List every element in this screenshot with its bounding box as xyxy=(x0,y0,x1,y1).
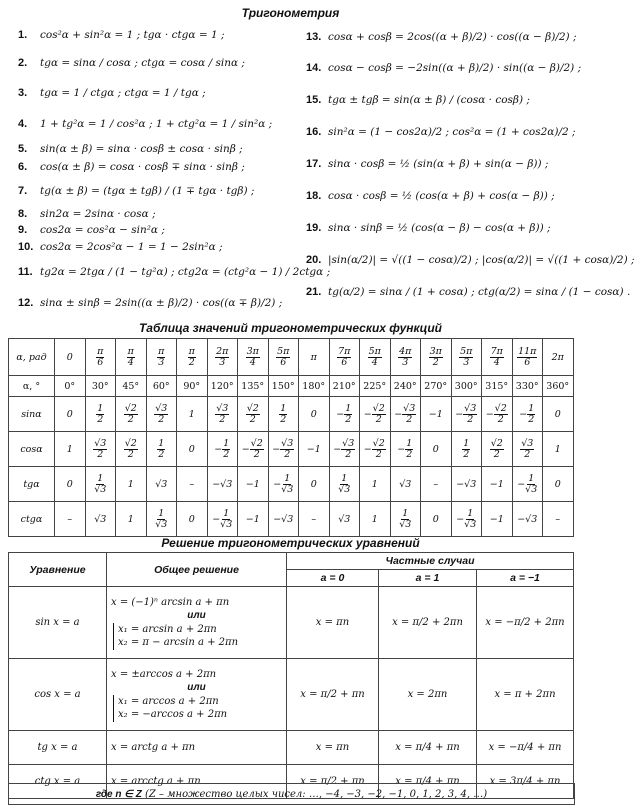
table-cell: −1 xyxy=(238,467,269,502)
formula-number: 18. xyxy=(306,189,322,202)
table-cell: 0 xyxy=(55,397,86,432)
table-cell: − $\frac{1}{√3}$ xyxy=(451,502,482,537)
table-cell: π xyxy=(299,339,330,376)
col-header-general: Общее решение xyxy=(107,553,287,587)
general-solution-cell: x = arctg a + πn xyxy=(107,731,287,765)
formula-text: sin²α = (1 − cos2α)/2 ; cos²α = (1 + cos2α)/2 ; xyxy=(328,125,576,138)
formula-number: 14. xyxy=(306,61,322,74)
formula-text: sin2α = 2sinα · cosα ; xyxy=(40,207,156,220)
case-a1-cell: x = π/4 + πn xyxy=(379,731,477,765)
or-label: или xyxy=(187,682,206,693)
formula-row xyxy=(306,244,635,277)
table-cell: 225° xyxy=(360,376,391,397)
table-cell: 45° xyxy=(116,376,147,397)
col-header-equation: Уравнение xyxy=(9,553,107,587)
table-cell: √3 xyxy=(146,467,177,502)
page-title: Тригонометрия xyxy=(241,6,340,20)
formula-text: tgα ± tgβ = sin(α ± β) / (cosα · cosβ) ; xyxy=(328,93,530,106)
formula-text: cos2α = cos²α − sin²α ; xyxy=(40,223,165,236)
formula-number: 17. xyxy=(306,157,322,170)
table-cell: $\frac{11\pi}{6}$ xyxy=(512,339,543,376)
formula-number: 10. xyxy=(18,240,34,253)
footer-text: (Z – множество целых чисел: …, −4, −3, −2, −1, 0, 1, 2, 3, 4, …) xyxy=(145,788,488,800)
table-cell: $\frac{1}{2}$ xyxy=(451,432,482,467)
formulas-left-column xyxy=(18,22,330,318)
table-cell: 1 xyxy=(55,432,86,467)
formula-text: cosα + cosβ = 2cos((α + β)/2) · cos((α − β)/2) ; xyxy=(328,30,577,43)
table-cell: $\frac{1}{√3}$ xyxy=(329,467,360,502)
table-cell: − $\frac{1}{2}$ xyxy=(390,432,421,467)
table-cell: 0 xyxy=(543,467,574,502)
table-cell: – xyxy=(421,467,452,502)
table-cell: 0 xyxy=(299,467,330,502)
table-cell: – xyxy=(177,467,208,502)
table-cell: 0 xyxy=(55,339,86,376)
table-cell: √3 xyxy=(85,502,116,537)
table-cell: $\frac{√3}{2}$ xyxy=(207,397,238,432)
row-label: cosα xyxy=(9,432,55,467)
general-solution-cell xyxy=(107,659,287,731)
formula-number: 15. xyxy=(306,93,322,106)
solution-system xyxy=(113,695,282,722)
formula-text: tg2α = 2tgα / (1 − tg²α) ; ctg2α = (ctg²α − 1) / 2ctgα ; xyxy=(40,265,331,278)
table-cell: − $\frac{√3}{2}$ xyxy=(329,432,360,467)
table-cell: 120° xyxy=(207,376,238,397)
table-cell: 2π xyxy=(543,339,574,376)
table-cell: −1 xyxy=(482,502,513,537)
table-cell: 0 xyxy=(55,467,86,502)
table-cell: − $\frac{1}{√3}$ xyxy=(268,467,299,502)
table-cell: 360° xyxy=(543,376,574,397)
table-cell: $\frac{\pi}{6}$ xyxy=(85,339,116,376)
table-cell: $\frac{√2}{2}$ xyxy=(116,432,147,467)
equation-cell: ctg x = a xyxy=(9,765,107,799)
equation-cell: sin x = a xyxy=(9,587,107,659)
formula-text: tgα = sinα / cosα ; ctgα = cosα / sinα ; xyxy=(40,56,245,69)
table-cell: $\frac{5\pi}{4}$ xyxy=(360,339,391,376)
formula-row xyxy=(18,288,330,318)
table-cell: 0 xyxy=(177,502,208,537)
case-a1-cell: x = π/2 + 2πn xyxy=(379,587,477,659)
table-cell: 0 xyxy=(421,432,452,467)
formula-row xyxy=(18,238,330,256)
formula-number: 8. xyxy=(18,207,28,220)
formula-row xyxy=(18,222,330,238)
table-cell: − $\frac{√2}{2}$ xyxy=(482,397,513,432)
table-cell: 180° xyxy=(299,376,330,397)
table-cell: √3 xyxy=(390,467,421,502)
formula-text: sin(α ± β) = sinα · cosβ ± cosα · sinβ ; xyxy=(40,143,243,156)
col-header-special: Частные случаи xyxy=(287,553,574,570)
table-cell: −√3 xyxy=(268,502,299,537)
table-cell: − $\frac{√2}{2}$ xyxy=(238,432,269,467)
table-cell: − $\frac{1}{√3}$ xyxy=(207,502,238,537)
formula-row xyxy=(306,116,635,148)
case-a1-cell: x = π/4 + πn xyxy=(379,765,477,799)
formula-text: tg(α/2) = sinα / (1 + cosα) ; ctg(α/2) = sinα / (1 − cosα) . xyxy=(328,286,631,299)
table-cell: 1 xyxy=(116,467,147,502)
formula-text: cos(α ± β) = cosα · cosβ ∓ sinα · sinβ ; xyxy=(40,160,245,173)
formula-number: 1. xyxy=(18,28,28,41)
row-label: tgα xyxy=(9,467,55,502)
sub-header-a1: a = 1 xyxy=(379,570,477,587)
table-cell: $\frac{5\pi}{3}$ xyxy=(451,339,482,376)
table-cell: − $\frac{1}{√3}$ xyxy=(512,467,543,502)
formula-text: sinα · cosβ = ½ (sin(α + β) + sin(α − β)) ; xyxy=(328,157,549,170)
table-cell: $\frac{1}{√3}$ xyxy=(146,502,177,537)
formula-number: 9. xyxy=(18,223,28,236)
formula-row xyxy=(18,22,330,48)
formula-text: cos²α + sin²α = 1 ; tgα · ctgα = 1 ; xyxy=(40,28,225,41)
table-cell: $\frac{4\pi}{3}$ xyxy=(390,339,421,376)
formula-text: |sin(α/2)| = √((1 − cosα)/2) ; |cos(α/2)| = √((1 + cosα)/2) ; xyxy=(328,254,635,267)
formula-number: 12. xyxy=(18,296,34,309)
table-cell: $\frac{3\pi}{4}$ xyxy=(238,339,269,376)
formula-text: tg(α ± β) = (tgα ± tgβ) / (1 ∓ tgα · tgβ) ; xyxy=(40,184,255,197)
table-cell: 1 xyxy=(360,502,391,537)
formula-number: 6. xyxy=(18,160,28,173)
table-cell: 60° xyxy=(146,376,177,397)
formulas-right-column xyxy=(306,22,635,308)
table-cell: − $\frac{1}{2}$ xyxy=(329,397,360,432)
general-solution-cell xyxy=(107,587,287,659)
formula-number: 7. xyxy=(18,184,28,197)
formula-number: 3. xyxy=(18,86,28,99)
table-cell: $\frac{3\pi}{2}$ xyxy=(421,339,452,376)
solution-system xyxy=(113,623,282,650)
sub-header-a0: a = 0 xyxy=(287,570,379,587)
table-cell: − $\frac{√3}{2}$ xyxy=(451,397,482,432)
table-cell: $\frac{1}{2}$ xyxy=(85,397,116,432)
case-am1-cell: x = −π/2 + 2πn xyxy=(477,587,574,659)
table-cell: – xyxy=(543,502,574,537)
table-cell: $\frac{7\pi}{4}$ xyxy=(482,339,513,376)
formula-row xyxy=(18,206,330,222)
table-cell: − $\frac{1}{2}$ xyxy=(207,432,238,467)
row-2 xyxy=(9,467,574,502)
values-table xyxy=(8,338,574,537)
case-am1-cell: x = π + 2πn xyxy=(477,659,574,731)
table-cell: −1 xyxy=(482,467,513,502)
table-cell: – xyxy=(55,502,86,537)
row-1 xyxy=(9,432,574,467)
row-0 xyxy=(9,397,574,432)
equations-table-title: Решение тригонометрических уравнений xyxy=(161,536,420,550)
case-a0-cell: x = π/2 + πn xyxy=(287,659,379,731)
solution-x2: x₂ = −arccos a + 2πn xyxy=(118,709,228,720)
table-cell: 300° xyxy=(451,376,482,397)
table-cell: 240° xyxy=(390,376,421,397)
formula-text: tgα = 1 / ctgα ; ctgα = 1 / tgα ; xyxy=(40,86,206,99)
equations-table xyxy=(8,552,574,799)
formula-text: cosα · cosβ = ½ (cos(α + β) + cos(α − β)) ; xyxy=(328,189,555,202)
table-cell: 1 xyxy=(177,397,208,432)
row-radians xyxy=(9,339,574,376)
row-label: α, рад xyxy=(9,339,55,376)
table-cell: 1 xyxy=(543,432,574,467)
table-row xyxy=(9,587,574,659)
solution-x2: x₂ = π − arcsin a + 2πn xyxy=(118,637,239,648)
case-a0-cell: x = π/2 + πn xyxy=(287,765,379,799)
formula-row xyxy=(306,277,635,308)
general-solution-line: x = (−1)ⁿ arcsin a + πn xyxy=(111,596,230,608)
case-a0-cell: x = πn xyxy=(287,731,379,765)
table-cell: 90° xyxy=(177,376,208,397)
solution-x1: x₁ = arccos a + 2πn xyxy=(118,695,219,707)
table-cell: 150° xyxy=(268,376,299,397)
formula-row xyxy=(306,52,635,84)
formula-row xyxy=(18,48,330,78)
case-a1-cell: x = 2πn xyxy=(379,659,477,731)
table-cell: $\frac{7\pi}{6}$ xyxy=(329,339,360,376)
table-cell: − $\frac{√3}{2}$ xyxy=(268,432,299,467)
row-label: ctgα xyxy=(9,502,55,537)
formula-row xyxy=(18,256,330,288)
formula-number: 20. xyxy=(306,254,322,266)
table-cell: $\frac{2\pi}{3}$ xyxy=(207,339,238,376)
table-cell: $\frac{√3}{2}$ xyxy=(512,432,543,467)
formula-row xyxy=(18,108,330,141)
table-cell: $\frac{1}{√3}$ xyxy=(85,467,116,502)
formula-row xyxy=(18,176,330,206)
table-cell: √3 xyxy=(329,502,360,537)
case-a0-cell: x = πn xyxy=(287,587,379,659)
table-cell: $\frac{1}{2}$ xyxy=(146,432,177,467)
table-cell: $\frac{\pi}{3}$ xyxy=(146,339,177,376)
table-cell: −1 xyxy=(238,502,269,537)
table-cell: 1 xyxy=(116,502,147,537)
formula-row xyxy=(306,84,635,116)
footer-bold: где n ∈ Z xyxy=(95,788,142,800)
table-cell: – xyxy=(299,502,330,537)
formula-number: 13. xyxy=(306,30,322,43)
equation-cell: tg x = a xyxy=(9,731,107,765)
table-cell: $\frac{\pi}{4}$ xyxy=(116,339,147,376)
table-cell: − $\frac{1}{2}$ xyxy=(512,397,543,432)
formula-row xyxy=(306,212,635,244)
table-cell: 330° xyxy=(512,376,543,397)
table-cell: $\frac{√3}{2}$ xyxy=(85,432,116,467)
table-cell: 1 xyxy=(360,467,391,502)
table-cell: − $\frac{√3}{2}$ xyxy=(390,397,421,432)
formula-row xyxy=(306,180,635,212)
formula-row xyxy=(306,22,635,52)
equation-cell: cos x = a xyxy=(9,659,107,731)
table-cell: 210° xyxy=(329,376,360,397)
table-cell: − $\frac{√2}{2}$ xyxy=(360,397,391,432)
table-cell: 0 xyxy=(299,397,330,432)
table-cell: $\frac{√3}{2}$ xyxy=(146,397,177,432)
row-3 xyxy=(9,502,574,537)
table-cell: 0° xyxy=(55,376,86,397)
table-cell: −√3 xyxy=(512,502,543,537)
formula-text: 1 + tg²α = 1 / cos²α ; 1 + ctg²α = 1 / sin²α ; xyxy=(40,118,273,131)
formula-number: 2. xyxy=(18,56,28,69)
formula-number: 19. xyxy=(306,221,322,234)
table-cell: 0 xyxy=(421,502,452,537)
formula-text: sinα ± sinβ = 2sin((α ± β)/2) · cos((α ∓ β)/2) ; xyxy=(40,296,283,309)
formula-number: 4. xyxy=(18,118,28,130)
row-label: sinα xyxy=(9,397,55,432)
values-table-title: Таблица значений тригонометрических функций xyxy=(138,321,443,335)
table-row xyxy=(9,659,574,731)
table-cell: 270° xyxy=(421,376,452,397)
formula-number: 21. xyxy=(306,286,322,298)
row-label: α, ° xyxy=(9,376,55,397)
table-cell: 30° xyxy=(85,376,116,397)
table-cell: $\frac{\pi}{2}$ xyxy=(177,339,208,376)
table-cell: 135° xyxy=(238,376,269,397)
case-am1-cell: x = −π/4 + πn xyxy=(477,731,574,765)
formula-number: 5. xyxy=(18,143,28,155)
table-cell: $\frac{√2}{2}$ xyxy=(116,397,147,432)
formula-row xyxy=(18,158,330,176)
table-cell: −1 xyxy=(299,432,330,467)
table-cell: −1 xyxy=(421,397,452,432)
formula-text: sinα · sinβ = ½ (cos(α − β) − cos(α + β)) ; xyxy=(328,221,551,234)
formula-text: cos2α = 2cos²α − 1 = 1 − 2sin²α ; xyxy=(40,240,223,253)
table-cell: 0 xyxy=(177,432,208,467)
footer-note xyxy=(8,783,575,805)
table-cell: $\frac{1}{√3}$ xyxy=(390,502,421,537)
formula-row xyxy=(18,78,330,108)
table-cell: − $\frac{√2}{2}$ xyxy=(360,432,391,467)
table-cell: −√3 xyxy=(451,467,482,502)
table-cell: $\frac{√2}{2}$ xyxy=(482,432,513,467)
case-am1-cell: x = 3π/4 + πn xyxy=(477,765,574,799)
or-label: или xyxy=(187,610,206,621)
table-cell: $\frac{1}{2}$ xyxy=(268,397,299,432)
formula-number: 11. xyxy=(18,265,33,278)
table-cell: $\frac{√2}{2}$ xyxy=(238,397,269,432)
table-row xyxy=(9,731,574,765)
general-solution-line: x = ±arccos a + 2πn xyxy=(111,668,217,680)
table-cell: $\frac{5\pi}{6}$ xyxy=(268,339,299,376)
row-degrees xyxy=(9,376,574,397)
formula-row xyxy=(306,148,635,180)
solution-x1: x₁ = arcsin a + 2πn xyxy=(118,623,217,635)
table-cell: 0 xyxy=(543,397,574,432)
formula-text: cosα − cosβ = −2sin((α + β)/2) · sin((α − β)/2) ; xyxy=(328,61,582,74)
sub-header-am1: a = −1 xyxy=(477,570,574,587)
table-cell: 315° xyxy=(482,376,513,397)
general-solution-cell: x = arcctg a + πn xyxy=(107,765,287,799)
formula-number: 16. xyxy=(306,125,322,138)
formula-row xyxy=(18,141,330,158)
table-cell: −√3 xyxy=(207,467,238,502)
